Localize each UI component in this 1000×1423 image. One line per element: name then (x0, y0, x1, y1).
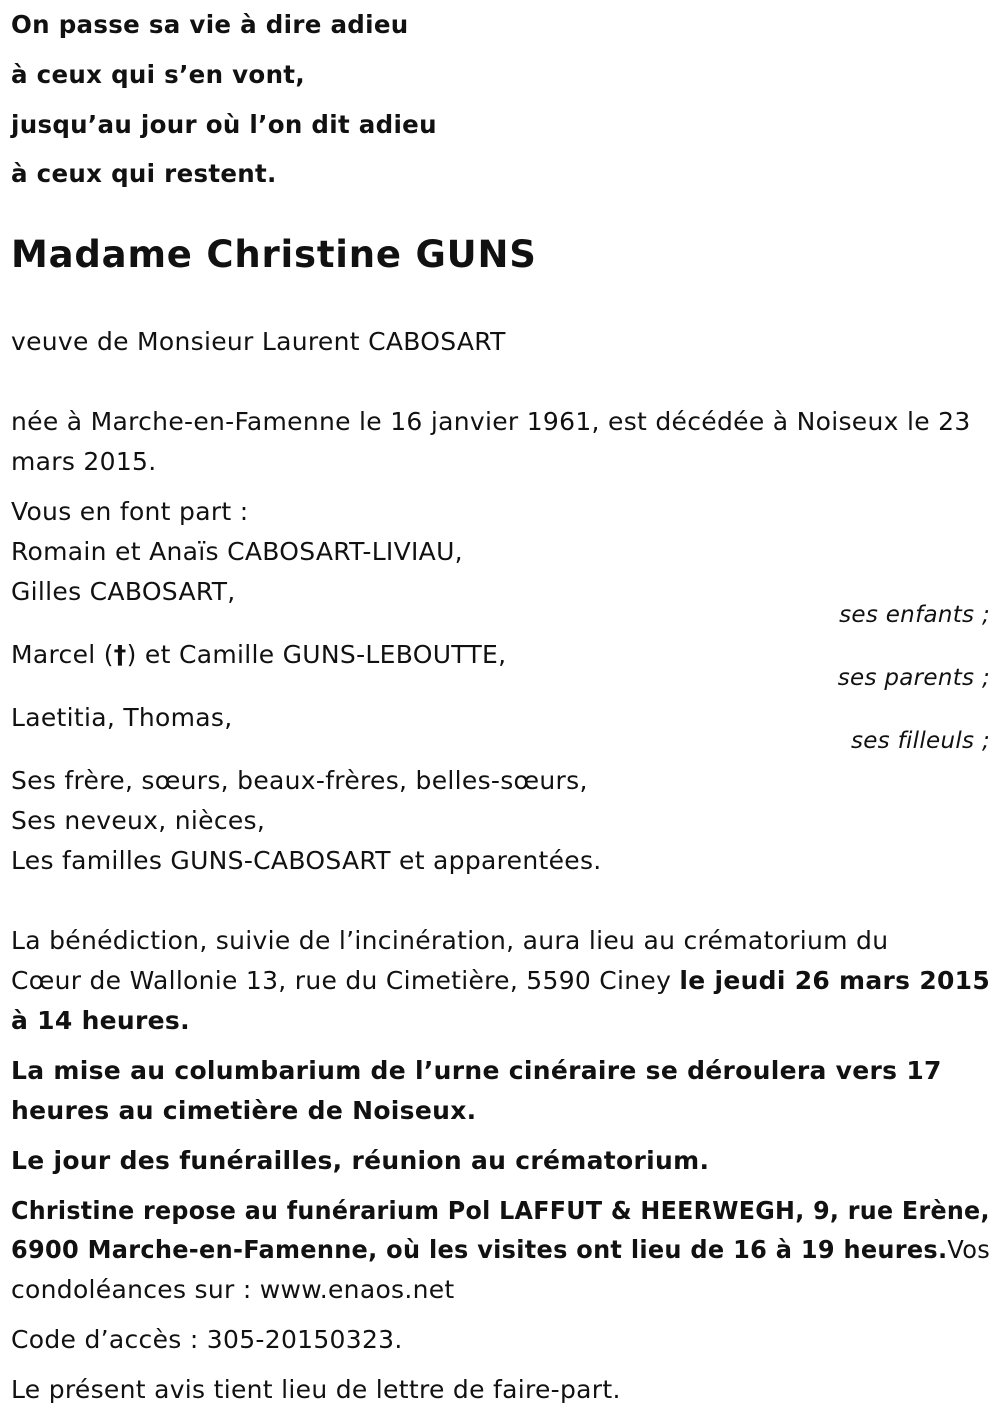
parents-line (11, 635, 506, 675)
access-code: Code d’accès : 305-20150323. (11, 1325, 403, 1354)
ceremony-date: le jeudi 26 mars 2015 (679, 966, 991, 995)
closing-line: Le présent avis tient lieu de lettre de faire-part. (11, 1375, 621, 1404)
visit-hours: 6900 Marche-en-Famenne, où les visites ont lieu de 16 à 19 heures. (11, 1235, 948, 1264)
poem-line-2: à ceux qui s’en vont, (11, 60, 305, 89)
condolences-line: condoléances sur : www.enaos.net (11, 1275, 455, 1304)
family-line-2: Ses neveux, nièces, (11, 806, 266, 835)
godchildren-role: ses filleuls ; (850, 728, 990, 754)
family-line-3: Les familles GUNS-CABOSART et apparentées. (11, 846, 602, 875)
family-line-1: Ses frère, sœurs, beaux-frères, belles-sœurs, (11, 766, 588, 795)
ceremony-time: à 14 heures. (11, 1006, 190, 1035)
children-line-1: Romain et Anaïs CABOSART-LIVIAU, (11, 537, 463, 566)
deceased-name: Madame Christine GUNS (11, 233, 537, 276)
poem-line-1: On passe sa vie à dire adieu (11, 10, 409, 39)
ceremony-line-1: La bénédiction, suivie de l’incinération, aura lieu au crématorium du (11, 926, 889, 955)
birth-death-line-2: mars 2015. (11, 447, 157, 476)
ceremony-location: Cœur de Wallonie 13, rue du Cimetière, 5590 Ciney (11, 966, 680, 995)
condolences-prefix: Vos (947, 1235, 991, 1264)
announcement-intro: Vous en font part : (11, 497, 249, 526)
rest-line-2 (11, 1230, 990, 1270)
rest-line-1: Christine repose au funérarium Pol LAFFUT & HEERWEGH, 9, rue Erène, (11, 1196, 990, 1225)
parents-prefix: Marcel ( (11, 640, 114, 669)
parents-role: ses parents ; (837, 665, 990, 691)
godchildren-line: Laetitia, Thomas, (11, 703, 233, 732)
children-role: ses enfants ; (839, 602, 990, 628)
columbarium-line-1: La mise au columbarium de l’urne cinéraire se déroulera vers 17 (11, 1056, 942, 1085)
birth-death-line-1: née à Marche-en-Famenne le 16 janvier 1961, est décédée à Noiseux le 23 (11, 407, 971, 436)
reunion-line: Le jour des funérailles, réunion au crématorium. (11, 1146, 710, 1175)
parents-suffix: ) et Camille GUNS-LEBOUTTE, (126, 640, 507, 669)
poem-line-3: jusqu’au jour où l’on dit adieu (11, 110, 437, 139)
columbarium-line-2: heures au cimetière de Noiseux. (11, 1096, 477, 1125)
children-line-2: Gilles CABOSART, (11, 577, 236, 606)
poem-line-4: à ceux qui restent. (11, 159, 277, 188)
ceremony-line-2 (11, 961, 990, 1001)
cross-symbol: † (113, 640, 127, 669)
widow-of: veuve de Monsieur Laurent CABOSART (11, 327, 506, 356)
